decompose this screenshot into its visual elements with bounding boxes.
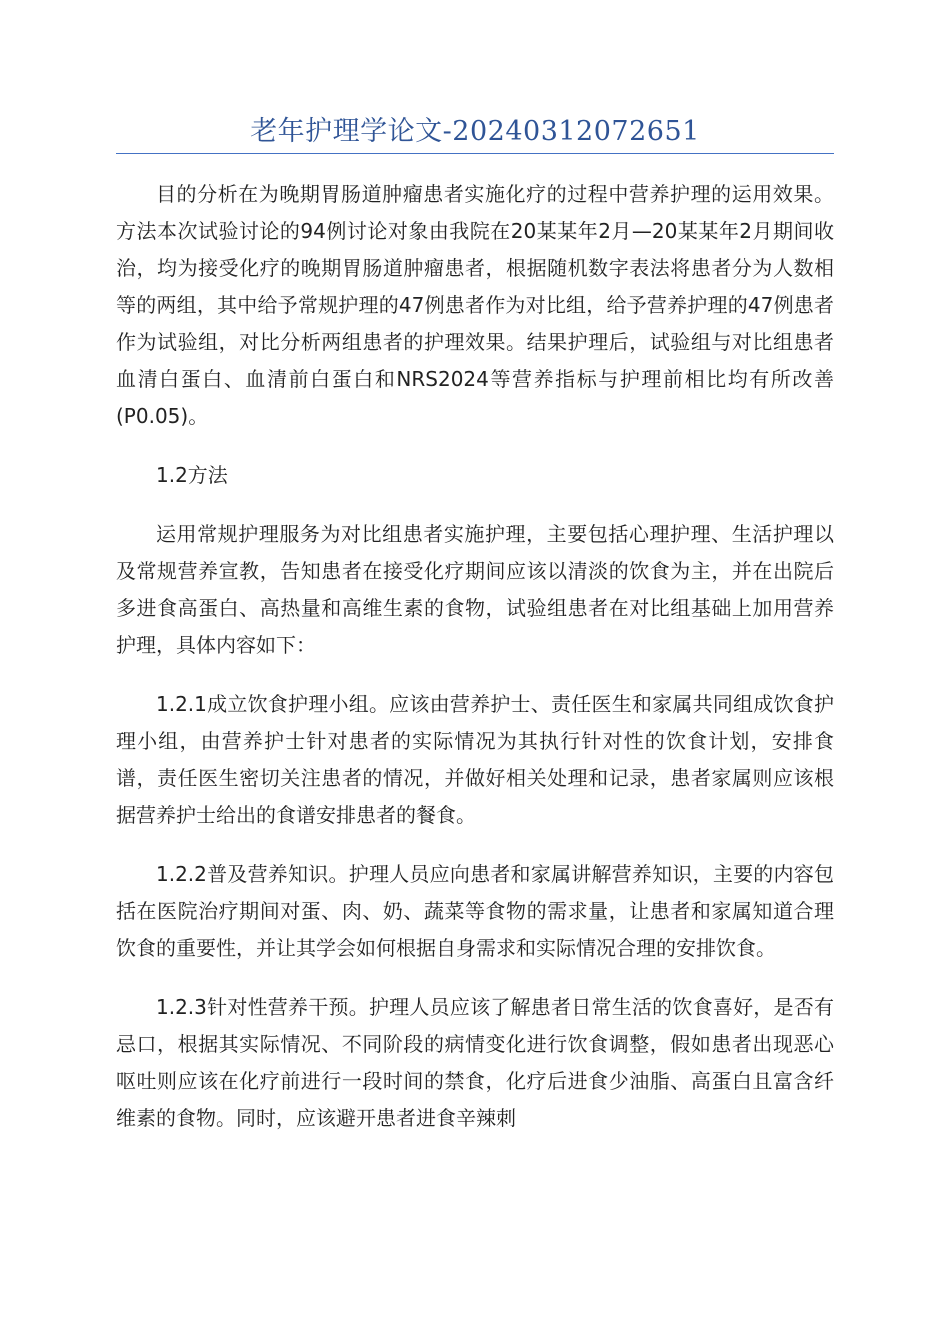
document-title: 老年护理学论文-20240312072651 xyxy=(250,116,700,147)
paragraph-abstract: 目的分析在为晚期胃肠道肿瘤患者实施化疗的过程中营养护理的运用效果。方法本次试验讨论的94例讨论对象由我院在20某某年2月—20某某年2月期间收治，均为接受化疗的晚期胃肠道肿瘤患者，根据随机数字表法将患者分为人数相等的两组，其中给予常规护理的47例患者作为对比组，给予营养护理的47例患者作为试验组，对比分析两组患者的护理效果。结果护理后，试验组与对比组患者血清白蛋白、血清前白蛋白和NRS2024等营养指标与护理前相比均有所改善(P0.05)。 xyxy=(116,182,834,428)
title-underline xyxy=(116,153,834,154)
paragraph-diet-team: 1.2.1成立饮食护理小组。应该由营养护士、责任医生和家属共同组成饮食护理小组，由营养护士针对患者的实际情况为其执行针对性的饮食计划，安排食谱，责任医生密切关注患者的情况，并做好相关处理和记录，患者家属则应该根据营养护士给出的食谱安排患者的餐食。 xyxy=(116,692,834,827)
section-heading-methods: 1.2方法 xyxy=(156,463,228,487)
paragraph-routine-care: 运用常规护理服务为对比组患者实施护理，主要包括心理护理、生活护理以及常规营养宣教，告知患者在接受化疗期间应该以清淡的饮食为主，并在出院后多进食高蛋白、高热量和高维生素的食物，试验组患者在对比组基础上加用营养护理，具体内容如下： xyxy=(116,522,834,657)
paragraph-nutrition-knowledge: 1.2.2普及营养知识。护理人员应向患者和家属讲解营养知识，主要的内容包括在医院治疗期间对蛋、肉、奶、蔬菜等食物的需求量，让患者和家属知道合理饮食的重要性，并让其学会如何根据自身需求和实际情况合理的安排饮食。 xyxy=(116,862,834,960)
paragraph-targeted-intervention: 1.2.3针对性营养干预。护理人员应该了解患者日常生活的饮食喜好，是否有忌口，根据其实际情况、不同阶段的病情变化进行饮食调整，假如患者出现恶心呕吐则应该在化疗前进行一段时间的禁食，化疗后进食少油脂、高蛋白且富含纤维素的食物。同时，应该避开患者进食辛辣刺 xyxy=(116,995,834,1130)
document-body xyxy=(116,176,834,1159)
